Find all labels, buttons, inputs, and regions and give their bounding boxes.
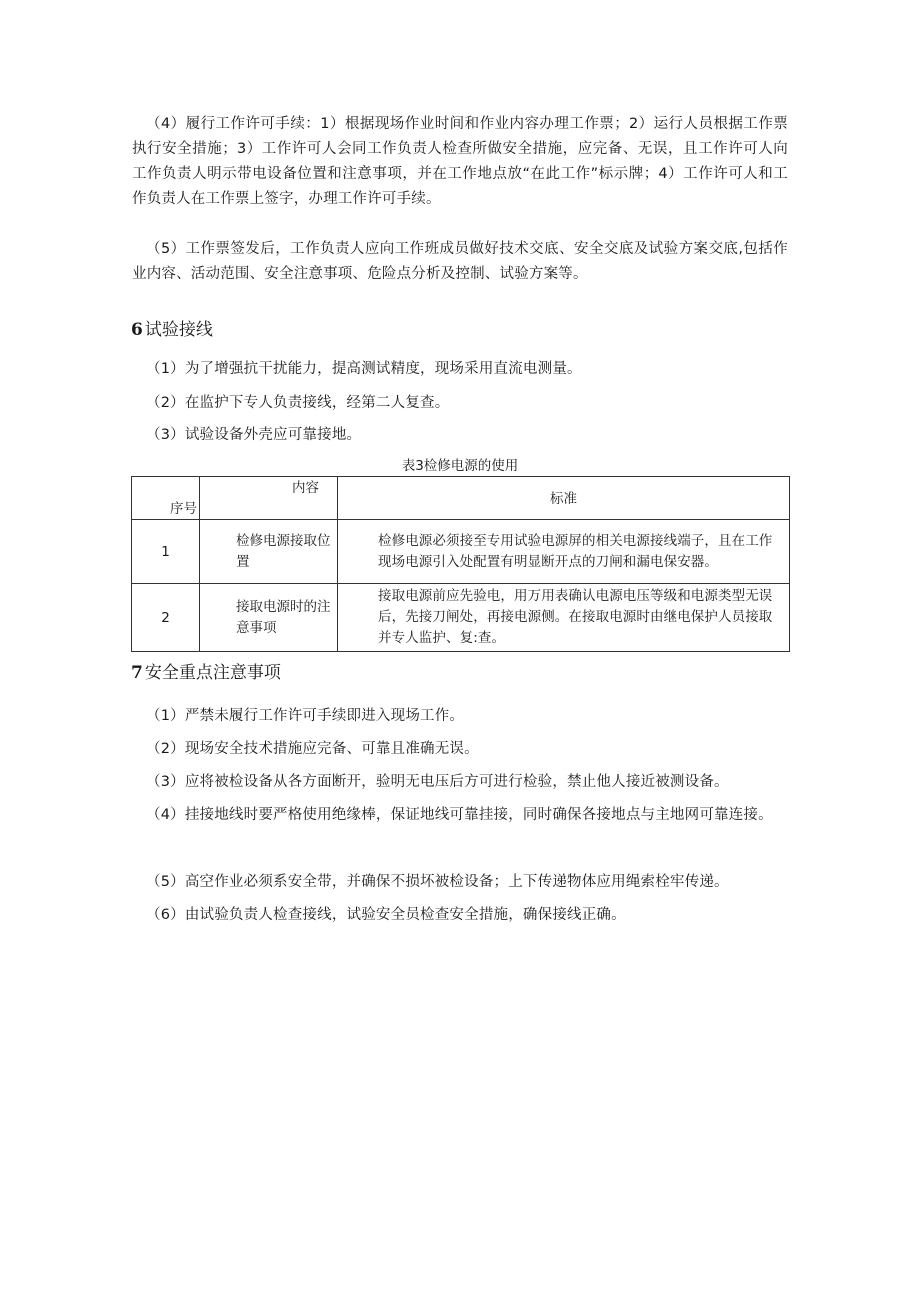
header-standard: 标准 bbox=[550, 491, 577, 507]
list-item: （2）现场安全技术措施应完备、可靠且准确无误。 bbox=[146, 741, 479, 757]
list-item: （3）试验设备外壳应可靠接地。 bbox=[146, 427, 362, 443]
table-row bbox=[132, 584, 790, 652]
list-item: （1）为了增强抗干扰能力，提高测试精度，现场采用直流电测量。 bbox=[146, 361, 582, 377]
row-content: 接取电源时的注意事项 bbox=[200, 584, 338, 652]
section-7-number: 7 bbox=[131, 663, 143, 683]
list-item: （4）挂接地线时要严格使用绝缘棒，保证地线可靠挂接，同时确保各接地点与主地网可靠连接。 bbox=[146, 807, 773, 823]
header-standard-cell bbox=[338, 477, 790, 520]
section-6-number: 6 bbox=[131, 320, 143, 340]
row-content: 检修电源接取位置 bbox=[200, 520, 338, 584]
list-item: （6）由试验负责人检查接线，试验安全员检查安全措施，确保接线正确。 bbox=[146, 907, 626, 923]
maintenance-power-table bbox=[131, 476, 790, 652]
header-seq: 序号 bbox=[170, 501, 197, 517]
list-item: （2）在监护下专人负责接线，经第二人复查。 bbox=[146, 395, 450, 411]
table-caption: 表3检修电源的使用 bbox=[401, 458, 519, 474]
section-7-heading bbox=[131, 661, 281, 685]
paragraph-work-ticket-briefing: （5）工作票签发后，工作负责人应向工作班成员做好技术交底、安全交底及试验方案交底,包括作业内容、活动范围、安全注意事项、危险点分析及控制、试验方案等。 bbox=[132, 241, 788, 282]
row-seq: 1 bbox=[132, 520, 200, 584]
section-7-title: 安全重点注意事项 bbox=[144, 663, 281, 683]
list-item: （3）应将被检设备从各方面断开，验明无电压后方可进行检验，禁止他人接近被测设备。 bbox=[146, 774, 729, 790]
section-6-heading bbox=[131, 318, 213, 342]
row-standard: 检修电源必须接至专用试验电源屏的相关电源接线端子，且在工作现场电源引入处配置有明显断开点的刀闸和漏电保安器。 bbox=[338, 520, 790, 584]
row-seq: 2 bbox=[132, 584, 200, 652]
header-content: 内容 bbox=[292, 480, 319, 496]
paragraph-work-permit-procedure: （4）履行工作许可手续：1）根据现场作业时间和作业内容办理工作票；2）运行人员根据工作票执行安全措施；3）工作许可人会同工作负责人检查所做安全措施，应完备、无误，且工作许可人向工作负责人明示带电设备位置和注意事项，并在工作地点放“在此工作”标示牌；4）工作许可人和工作负责人在工作票上签字，办理工作许可手续。 bbox=[132, 116, 788, 207]
table-row bbox=[132, 520, 790, 584]
row-standard: 接取电源前应先验电，用万用表确认电源电压等级和电源类型无误后，先接刀闸处，再接电源侧。在接取电源时由继电保护人员接取并专人监护、复:查。 bbox=[338, 584, 790, 652]
table-header-row bbox=[132, 477, 790, 520]
list-item: （1）严禁未履行工作许可手续即进入现场工作。 bbox=[146, 708, 465, 724]
header-seq-cell bbox=[132, 477, 200, 520]
list-item: （5）高空作业必须系安全带，并确保不损坏被检设备；上下传递物体应用绳索栓牢传递。 bbox=[146, 874, 729, 890]
header-content-cell bbox=[200, 477, 338, 520]
section-6-title: 试验接线 bbox=[144, 320, 213, 340]
